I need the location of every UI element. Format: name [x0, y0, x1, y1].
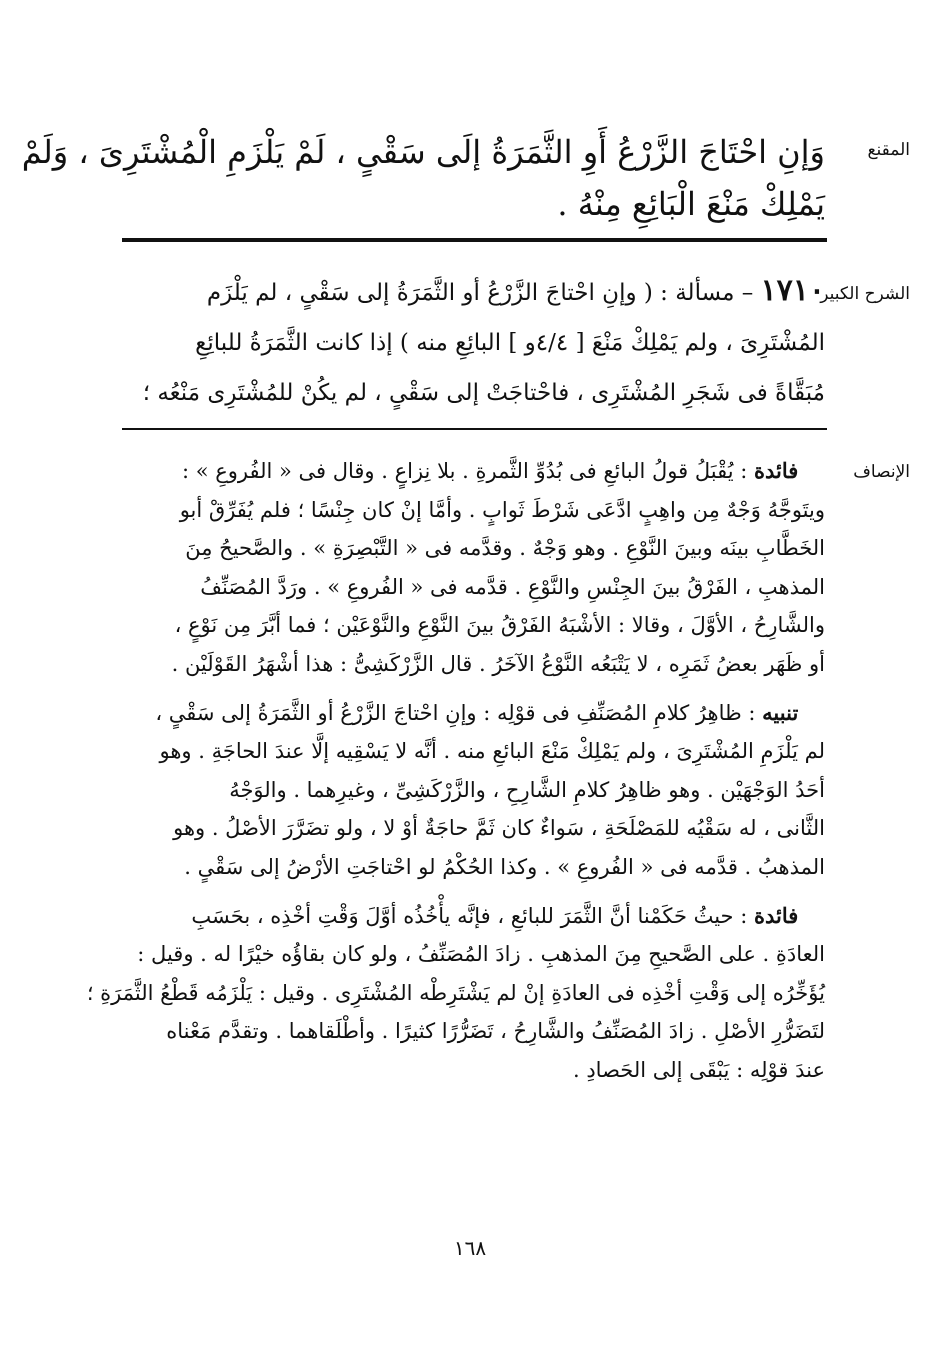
- keyword-faida: فائدة: [753, 458, 799, 483]
- insaf-line: : حيثُ حَكَمْنا أنَّ الثَّمَرَ للبائعِ ، فإنَّه يأْخُذُه أوَّلَ وَقْتِ أخْذِه ، بحَسَبِ: [191, 903, 748, 928]
- insaf-line: المذهبُ . قدَّمه فى « الفُروعِ » . وكذا الحُكْمُ لو احْتاجَتِ الأرْضُ إلى سَقْىٍ .: [184, 854, 825, 879]
- keyword-tanbih: تنبيه: [762, 699, 799, 725]
- insaf-line: لتَضَرُّرِ الأصْلِ . زادَ المُصَنِّفُ والشَّارِحُ ، تَضَرُّرًا كثيرًا . وأطْلَقاهما . وتقدَّم مَعْناه: [166, 1019, 825, 1044]
- insaf-line: المذهبِ ، الفَرْقُ بينَ الجِنْسِ والنَّوْعِ . قدَّمه فى « الفُروعِ » . ورَدَّ المُصَنِّفُ: [200, 574, 825, 599]
- insaf-line: لم يَلْزَمِ المُشْتَرِىَ ، ولم يَمْلِكْ مَنْعَ البائعِ منه . أنَّه لا يَسْقِيه إلَّا عندَ الحاجَةِ . وهو: [159, 739, 825, 764]
- insaf-line: : ظاهِرُ كلامِ المُصَنِّفِ فى قوْلِه : وإنِ احْتاجَ الزَّرْعُ أو الثَّمَرَةُ إلى سَقْىٍ ،: [155, 700, 756, 725]
- page-number: ١٦٨: [453, 1236, 487, 1260]
- insaf-line: : يُقْبَلُ قولُ البائعِ فى بُدُوِّ الثَّمرةِ . بلا نِزاعٍ . وقال فى « الفُروعِ » :: [181, 459, 748, 483]
- muqni-line: يَمْلِكْ مَنْعَ الْبَائِعِ مِنْهُ .: [557, 185, 825, 223]
- insaf-text: [86, 452, 825, 1100]
- sharh-text: [125, 266, 825, 418]
- insaf-line: أو ظَهَر بعضُ ثَمَرِه ، لا يَتْبَعُه النَّوْعُ الآخَرُ . قال الزَّرْكَشِىُّ : هذا أشْهَرُ القَوْلَيْن .: [171, 651, 825, 676]
- insaf-paragraph-faida-2: [86, 897, 825, 1090]
- sharh-line: [125, 266, 825, 318]
- margin-label-insaf: الإنصاف: [853, 462, 910, 482]
- insaf-paragraph-faida-1: [125, 452, 825, 684]
- margin-label-muqni: المقنع: [867, 140, 910, 160]
- insaf-line: أحَدُ الوَجْهَيْن . وهو ظاهِرُ كلامِ الشَّارِحِ ، والزَّرْكَشِىِّ ، وغيرِهما . والوَجْهُ: [229, 777, 825, 802]
- issue-number: ١٧١٠: [760, 273, 825, 308]
- divider-thin: [122, 428, 827, 430]
- insaf-line: والشَّارِحُ ، الأوَّلَ ، وقالا : الأشْبَهُ الفَرْقُ بينَ النَّوْعِ والنَّوْعَيْن ؛ فما أبَّرَ مِن نَوْعٍ ،: [174, 613, 825, 638]
- margin-label-sharh: الشرح الكبير: [820, 284, 910, 304]
- sharh-line-text: – مسألة : ( وإنِ احْتاجَ الزَّرْعُ أو الثَّمَرَةُ إلى سَقْىٍ ، لم يَلْزَم: [206, 280, 754, 306]
- insaf-line: ويتَوجَّهُ وَجْهٌ مِن واهِبٍ ادَّعَى شَرْطَ ثَوابٍ . وأمَّا إنْ كان جِنْسًا ؛ فلم يُفَرِّقْ أبو: [179, 497, 825, 522]
- keyword-faida: فائدة: [753, 902, 799, 928]
- divider-thick: [122, 238, 827, 242]
- muqni-line: وَإنِ احْتَاجَ الزَّرْعُ أَوِ الثَّمَرَةُ إلَى سَقْىٍ ، لَمْ يَلْزَمِ الْمُشْتَرِىَ ، وَلَمْ: [21, 133, 825, 171]
- insaf-line: العادَةِ . على الصَّحيحِ مِنَ المذهبِ . زادَ المُصَنِّفُ ، ولو كان بقاؤُه خيْرًا له . وقيل :: [137, 942, 825, 967]
- insaf-line: يُؤَخِّرُه إلى وَقْتِ أخْذِه فى العادَةِ إنْ لم يَشْتَرِطْه المُشْتَرِى . وقيل : يَلْزَمُه قَطْعُ الثَّمَرَةِ ؛: [86, 980, 825, 1005]
- muqni-text: [21, 126, 825, 230]
- insaf-line: عندَ قوْلِه : يَبْقَى إلى الحَصادِ .: [572, 1057, 825, 1082]
- insaf-paragraph-tanbih: [125, 694, 825, 887]
- sharh-line: المُشْتَرِىَ ، ولم يَمْلِكْ مَنْعَ [ ٤/٤و ] البائِعِ منه ) إذا كانت الثَّمَرَةُ للبائِعِ: [195, 330, 825, 356]
- insaf-line: الخَطَّابِ بينَه وبينَ النَّوْعِ . وهو وَجْهٌ . وقدَّمه فى « التَّبْصِرَةِ » . والصَّحيحُ مِنَ: [185, 536, 825, 561]
- sharh-line: مُبَقَّاةً فى شَجَرِ المُشْتَرِى ، فاحْتاجَتْ إلى سَقْىٍ ، لم يكُنْ للمُشْتَرِى مَنْعُه ؛: [142, 380, 825, 406]
- insaf-line: الثَّانى ، له سَقْيُه للمَصْلَحَةِ ، سَواءٌ كان ثَمَّ حاجَةٌ أوْ لا ، ولو تضَرَّرَ الأصْلُ . وهو: [173, 816, 825, 841]
